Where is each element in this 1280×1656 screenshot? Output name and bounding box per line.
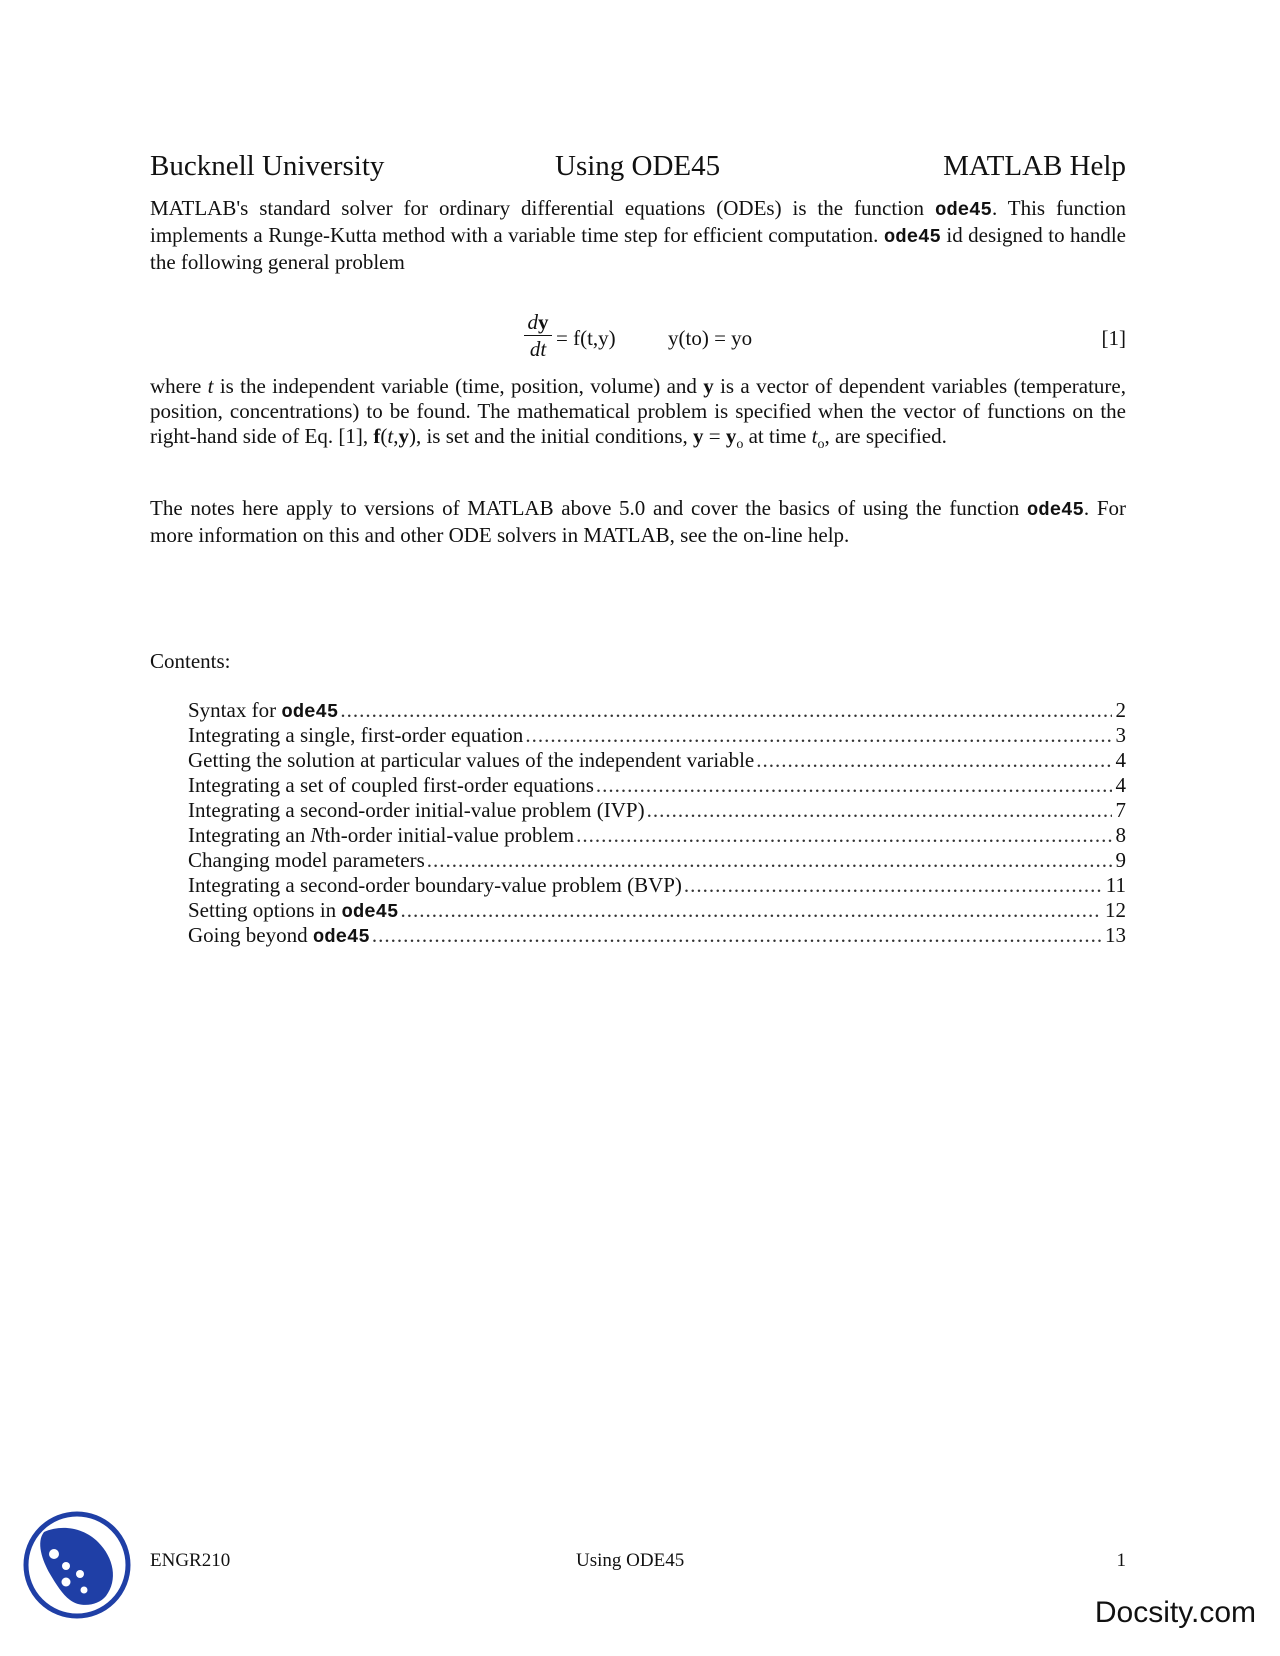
toc-item-title: Setting options in: [188, 898, 342, 922]
toc-leader: [400, 898, 1101, 923]
toc-leader: [576, 823, 1111, 848]
header-section: MATLAB Help: [943, 150, 1126, 182]
toc-item-title: Integrating a set of coupled first-order equations: [188, 773, 594, 797]
eq-ic-text: y(to) = yo: [668, 326, 753, 350]
problem-description-paragraph: [150, 374, 1126, 453]
page-footer: [150, 1548, 1126, 1574]
toc-leader: [340, 698, 1111, 723]
p3-text: The notes here apply to versions of MATLAB above 5.0 and cover the basics of using the function: [150, 496, 1027, 520]
toc-page-number: 7: [1115, 798, 1126, 822]
p2-text: is a vector of dependent variables (temperature, position, concentrations) to be found. The mathematical problem is specified when the vector of functions on the right-hand side of Eq. [1],: [150, 374, 1126, 448]
toc-item[interactable]: [188, 848, 1126, 873]
intro-text-b: . This function implements a Runge-Kutta method with a variable time step for efficient computation.: [150, 196, 1126, 247]
intro-text-a: MATLAB's standard solver for ordinary differential equations (ODEs) is the function: [150, 196, 935, 220]
table-of-contents: [188, 698, 1126, 948]
toc-item[interactable]: [188, 798, 1126, 823]
toc-page-number: 9: [1115, 848, 1126, 872]
p2-text: ,: [393, 424, 399, 448]
eq-denominator: dt: [529, 337, 547, 361]
toc-italic-n: N: [310, 823, 325, 847]
p2-var-y: y: [725, 424, 737, 448]
toc-item-title: th-order initial-value problem: [324, 823, 575, 847]
docsity-logo-icon: [22, 1510, 132, 1620]
footer-course: ENGR210: [150, 1550, 231, 1571]
toc-page-number: 4: [1115, 773, 1126, 797]
p2-var-y: y: [703, 374, 714, 398]
p2-text: is the independent variable (time, position, volume) and: [213, 374, 704, 398]
toc-item[interactable]: [188, 923, 1126, 948]
p2-subscript-o: o: [817, 437, 825, 453]
p2-var-y: y: [398, 424, 409, 448]
p2-text: =: [703, 424, 726, 448]
p2-text: at time: [743, 424, 812, 448]
eq-num-y: y: [538, 310, 549, 334]
p2-var-t: t: [207, 374, 214, 398]
p2-var-t: t: [387, 424, 394, 448]
header-title: Using ODE45: [555, 150, 721, 182]
equation-number: [1]: [1101, 326, 1126, 350]
toc-leader: [596, 773, 1112, 798]
toc-item[interactable]: [188, 873, 1126, 898]
toc-leader: [684, 873, 1102, 898]
toc-item[interactable]: [188, 773, 1126, 798]
eq-num-d: d: [527, 310, 538, 334]
contents-heading: Contents:: [150, 649, 231, 673]
p2-var-y: y: [693, 424, 704, 448]
p2-text: ), is set and the initial conditions,: [408, 424, 694, 448]
toc-page-number: 8: [1115, 823, 1126, 847]
toc-item[interactable]: [188, 748, 1126, 773]
toc-leader: [372, 923, 1101, 948]
toc-page-number: 2: [1115, 698, 1126, 722]
toc-leader: [525, 723, 1111, 748]
docsity-watermark[interactable]: Docsity.com: [1094, 1596, 1256, 1629]
code-ode45: ode45: [934, 199, 992, 221]
footer-title: Using ODE45: [576, 1550, 685, 1571]
intro-text-c: id designed to handle the following general problem: [150, 223, 1126, 274]
toc-page-number: 12: [1105, 898, 1126, 922]
eq-rhs-text: = f(t,y): [556, 326, 616, 350]
toc-item-title: Going beyond: [188, 923, 313, 947]
equation-initial-condition: [668, 325, 752, 351]
toc-item[interactable]: [188, 698, 1126, 723]
header-institution: Bucknell University: [150, 150, 385, 182]
p2-text: (: [380, 424, 388, 448]
code-ode45: ode45: [1026, 499, 1084, 521]
fraction-bar: [524, 335, 552, 336]
toc-item-title: Integrating a single, first-order equation: [188, 723, 524, 747]
toc-item[interactable]: [188, 898, 1126, 923]
code-ode45: ode45: [281, 701, 339, 723]
equation-1: [150, 308, 1126, 370]
p2-text: , are specified.: [824, 424, 947, 448]
p2-var-t: t: [811, 424, 818, 448]
toc-leader: [647, 798, 1112, 823]
toc-leader: [756, 748, 1111, 773]
p2-text: where: [150, 374, 208, 398]
code-ode45: ode45: [312, 926, 370, 948]
p2-subscript-o: o: [736, 437, 744, 453]
footer-page-number: 1: [1116, 1550, 1126, 1571]
toc-item-title: Integrating a second-order initial-value problem (IVP): [188, 798, 645, 822]
toc-item[interactable]: [188, 823, 1126, 848]
toc-page-number: 3: [1115, 723, 1126, 747]
toc-page-number: 4: [1115, 748, 1126, 772]
toc-item-title: Syntax for: [188, 698, 282, 722]
toc-page-number: 13: [1105, 923, 1126, 947]
code-ode45: ode45: [883, 226, 941, 248]
page-header: [150, 146, 1126, 186]
intro-paragraph: [150, 196, 1126, 275]
toc-page-number: 11: [1105, 873, 1126, 897]
equation-derivative: [522, 310, 554, 361]
equation-rhs: [556, 325, 616, 351]
versions-paragraph: [150, 496, 1126, 548]
toc-item-title: Integrating an: [188, 823, 311, 847]
code-ode45: ode45: [341, 901, 399, 923]
p2-var-f: f: [373, 424, 381, 448]
toc-leader: [427, 848, 1112, 873]
toc-item-title: Integrating a second-order boundary-value problem (BVP): [188, 873, 682, 897]
p3-text: . For more information on this and other ODE solvers in MATLAB, see the on-line help.: [150, 496, 1126, 547]
toc-item-title: Changing model parameters: [188, 848, 425, 872]
toc-item[interactable]: [188, 723, 1126, 748]
toc-item-title: Getting the solution at particular values of the independent variable: [188, 748, 755, 772]
